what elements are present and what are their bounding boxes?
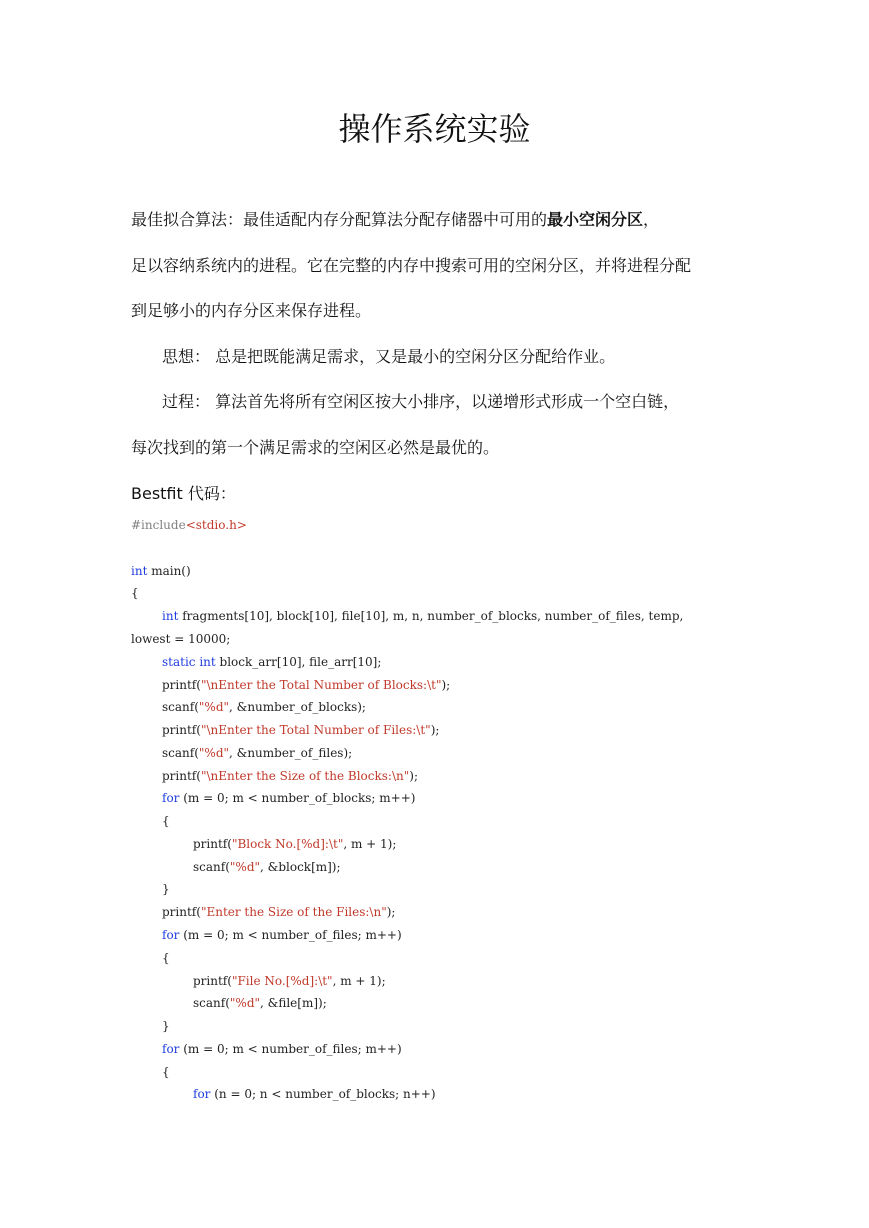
string: "%d"	[198, 700, 230, 714]
string: "\nEnter the Size of the Blocks:\n"	[200, 769, 410, 783]
code-line: }	[162, 1019, 170, 1033]
text: 最佳拟合算法：最佳适配内存分配算法分配存储器中可用的	[131, 210, 548, 229]
code-line	[193, 1084, 436, 1104]
code-line	[162, 902, 395, 922]
bold-text: 最小空闲分区	[547, 210, 644, 229]
code-line: lowest = 10000;	[131, 632, 231, 646]
code-text: , &file[m]);	[260, 996, 327, 1010]
code-line	[131, 561, 191, 581]
paragraph-best-fit-line-1	[131, 207, 741, 230]
code-text: (m = 0; m < number_of_files; m++)	[179, 1042, 402, 1056]
code-text: printf(	[162, 905, 201, 919]
string: "\nEnter the Total Number of Files:\t"	[200, 723, 431, 737]
code-line	[162, 606, 683, 626]
code-text: );	[441, 678, 451, 692]
keyword: static int	[162, 655, 216, 669]
keyword: for	[193, 1087, 211, 1101]
paragraph-process-line-2: 每次找到的第一个满足需求的空闲区必然是最优的。	[131, 438, 500, 457]
code-line	[193, 993, 327, 1013]
code-line	[193, 971, 386, 991]
code-line: {	[162, 814, 170, 828]
string: "%d"	[198, 746, 230, 760]
paragraph-best-fit-line-2: 足以容纳系统内的进程。它在完整的内存中搜索可用的空闲分区，并将进程分配	[131, 256, 692, 275]
code-line: {	[162, 951, 170, 965]
code-text: (m = 0; m < number_of_files; m++)	[179, 928, 402, 942]
keyword: for	[162, 1042, 180, 1056]
code-text: printf(	[162, 678, 201, 692]
string: <stdio.h>	[185, 518, 247, 532]
code-text: scanf(	[162, 700, 199, 714]
string: "Enter the Size of the Files:\n"	[200, 905, 387, 919]
code-text: scanf(	[193, 996, 230, 1010]
code-line: {	[131, 586, 139, 600]
code-line	[193, 857, 341, 877]
code-text: printf(	[193, 974, 232, 988]
code-text: , &number_of_files);	[229, 746, 353, 760]
code-line	[162, 1039, 402, 1059]
code-text: main()	[147, 564, 191, 578]
string: "File No.[%d]:\t"	[231, 974, 333, 988]
keyword: for	[162, 928, 180, 942]
code-text: printf(	[193, 837, 232, 851]
preprocessor: #include	[131, 518, 186, 532]
code-text: scanf(	[193, 860, 230, 874]
code-text: );	[386, 905, 396, 919]
code-heading: Bestfit 代码：	[131, 484, 236, 503]
paragraph-process-line-1: 过程： 算法首先将所有空闲区按大小排序，以递增形式形成一个空白链，	[162, 392, 680, 411]
keyword: int	[131, 564, 148, 578]
code-text: scanf(	[162, 746, 199, 760]
string: "\nEnter the Total Number of Blocks:\t"	[200, 678, 442, 692]
code-text: );	[430, 723, 440, 737]
code-text: block_arr[10], file_arr[10];	[215, 655, 382, 669]
code-line	[162, 743, 352, 763]
document-title: 操作系统实验	[338, 110, 531, 148]
code-text: (n = 0; n < number_of_blocks; n++)	[210, 1087, 436, 1101]
keyword: for	[162, 791, 180, 805]
code-line: {	[162, 1065, 170, 1079]
code-line	[162, 925, 402, 945]
code-text: );	[409, 769, 419, 783]
code-text: , &block[m]);	[260, 860, 341, 874]
code-line: }	[162, 882, 170, 896]
paragraph-best-fit-line-3: 到足够小的内存分区来保存进程。	[131, 301, 372, 320]
code-line	[162, 788, 415, 808]
text: ，	[643, 210, 660, 229]
string: "%d"	[229, 860, 261, 874]
code-text: printf(	[162, 769, 201, 783]
string: "%d"	[229, 996, 261, 1010]
code-text: fragments[10], block[10], file[10], m, n, number_of_blocks, number_of_files, temp,	[178, 609, 684, 623]
code-text: , m + 1);	[332, 974, 386, 988]
code-text: printf(	[162, 723, 201, 737]
code-line	[131, 515, 247, 535]
code-text: (m = 0; m < number_of_blocks; m++)	[179, 791, 416, 805]
code-text: , m + 1);	[343, 837, 397, 851]
keyword: int	[162, 609, 179, 623]
code-line	[193, 834, 396, 854]
code-line	[162, 652, 381, 672]
string: "Block No.[%d]:\t"	[231, 837, 344, 851]
code-line	[162, 766, 418, 786]
paragraph-idea: 思想： 总是把既能满足需求，又是最小的空闲分区分配给作业。	[162, 347, 616, 366]
code-line	[162, 697, 366, 717]
code-text: , &number_of_blocks);	[229, 700, 366, 714]
code-line	[162, 675, 450, 695]
code-line	[162, 720, 439, 740]
